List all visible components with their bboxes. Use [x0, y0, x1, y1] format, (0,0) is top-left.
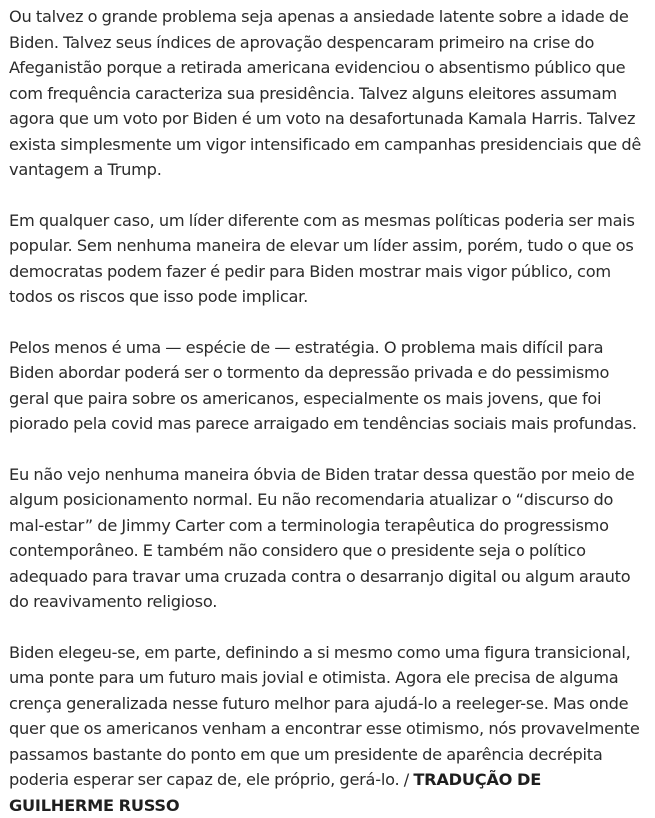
paragraph-5-text: Biden elegeu-se, em parte, definindo a si mesmo como uma figura transicional, uma ponte para um futuro mais jovial e otimista. Agora ele precisa de alguma crença generalizada nesse futuro melhor para ajudá-lo a reeleger-se. Mas onde quer que os americanos venham a encontrar esse otimismo, nós provavelmente passamos bastante do ponto em que um presidente de aparência decrépita poderia esperar ser capaz de, ele próprio, gerá-lo. / — [9, 643, 640, 790]
paragraph-4: Eu não vejo nenhuma maneira óbvia de Biden tratar dessa questão por meio de algum posicionamento normal. Eu não recomendaria atualizar o “discurso do mal-estar” de Jimmy Carter com a terminologia terapêutica do progressismo contemporâneo. E também não considero que o presidente seja o político adequado para travar uma cruzada contra o desarranjo digital ou algum arauto do reavivamento religioso. — [9, 462, 643, 615]
paragraph-2: Em qualquer caso, um líder diferente com as mesmas políticas poderia ser mais popular. Sem nenhuma maneira de elevar um líder assim, porém, tudo o que os democratas podem fazer é pedir para Biden mostrar mais vigor público, com todos os riscos que isso pode implicar. — [9, 208, 643, 310]
paragraph-3: Pelos menos é uma — espécie de — estratégia. O problema mais difícil para Biden abordar poderá ser o tormento da depressão privada e do pessimismo geral que paira sobre os americanos, especialmente os mais jovens, que foi piorado pela covid mas parece arraigado em tendências sociais mais profundas. — [9, 335, 643, 437]
paragraph-5 — [9, 640, 643, 818]
translation-credit: TRADUÇÃO DE GUILHERME RUSSO — [9, 770, 541, 815]
paragraph-1: Ou talvez o grande problema seja apenas a ansiedade latente sobre a idade de Biden. Talvez seus índices de aprovação despencaram primeiro na crise do Afeganistão porque a retirada americana evidenciou o absentismo público que com frequência caracteriza sua presidência. Talvez alguns eleitores assumam agora que um voto por Biden é um voto na desafortunada Kamala Harris. Talvez exista simplesmente um vigor intensificado em campanhas presidenciais que dê vantagem a Trump. — [9, 4, 643, 183]
